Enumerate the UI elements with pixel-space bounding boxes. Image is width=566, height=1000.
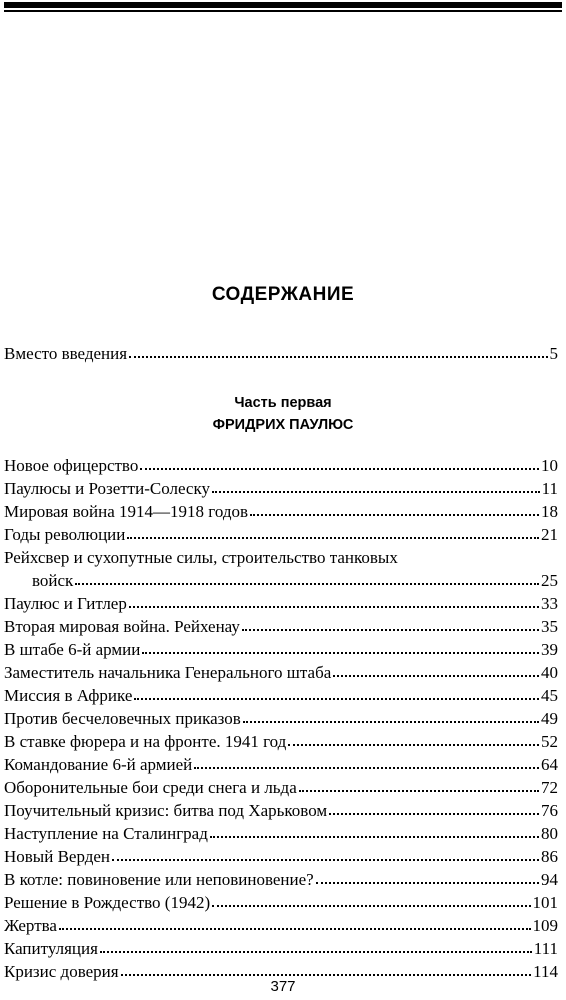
- top-rule-thick: [4, 2, 562, 8]
- toc-entry-title: Мировая война 1914—1918 годов: [4, 502, 249, 521]
- toc-entry-page: 86: [541, 847, 558, 866]
- part-heading: [0, 392, 566, 436]
- toc-entry-title: Капитуляция: [4, 939, 98, 958]
- toc-entry: [4, 893, 558, 913]
- toc-entry-title: Командование 6-й армией: [4, 755, 193, 774]
- toc-entry-page: 72: [541, 778, 558, 797]
- toc-entry: [4, 778, 558, 798]
- toc-entry-title: Вторая мировая война. Рейхенау: [4, 617, 240, 636]
- toc-entry-title: Решение в Рождество (1942): [4, 893, 211, 912]
- toc-entry: [4, 801, 558, 821]
- toc-entry-title: В штабе 6-й армии: [4, 640, 141, 659]
- toc-entry-title: Против бесчеловечных приказов: [4, 709, 241, 728]
- toc-entry: [4, 502, 558, 522]
- toc-entry-intro: [4, 344, 558, 364]
- dot-leader: [212, 894, 530, 908]
- dot-leader: [129, 595, 539, 609]
- dot-leader: [250, 503, 539, 517]
- dot-leader: [142, 641, 539, 655]
- toc-entry-page: 111: [533, 939, 558, 958]
- contents-heading: СОДЕРЖАНИЕ: [211, 284, 355, 305]
- dot-leader: [329, 802, 539, 816]
- toc-entry-title: Кризис доверия: [4, 962, 119, 981]
- toc-entry: [4, 663, 558, 683]
- dot-leader: [288, 733, 539, 747]
- dot-leader: [299, 779, 539, 793]
- toc-entry-page: 40: [541, 663, 558, 682]
- toc-entry-page: 45: [541, 686, 558, 705]
- toc-entry: [4, 594, 558, 614]
- toc-entry-title: Оборонительные бои среди снега и льда: [4, 778, 297, 797]
- toc-entry-page: 52: [541, 732, 558, 751]
- toc-entry-page: 21: [541, 525, 558, 544]
- toc-entry-title: Миссия в Африке: [4, 686, 133, 705]
- dot-leader: [333, 664, 539, 678]
- part-title: ФРИДРИХ ПАУЛЮС: [212, 417, 354, 433]
- toc-entry-page: 114: [533, 962, 558, 981]
- dot-leader: [121, 963, 532, 977]
- toc-entry-title: Паулюсы и Розетти-Солеску: [4, 479, 211, 498]
- dot-leader: [316, 871, 539, 885]
- toc-entry: [4, 686, 558, 706]
- toc-entry-title: Наступление на Сталинград: [4, 824, 208, 843]
- dot-leader: [194, 756, 539, 770]
- toc-entry: [4, 755, 558, 775]
- dot-leader: [100, 940, 532, 954]
- part-label: Часть первая: [234, 395, 332, 411]
- toc-entry: [4, 617, 558, 637]
- toc-entry-title: войск: [32, 571, 74, 590]
- dot-leader: [243, 710, 539, 724]
- toc-entry-title: Новый Верден: [4, 847, 111, 866]
- page-number: 377: [270, 978, 296, 995]
- dot-leader: [127, 526, 539, 540]
- toc-entry-page: 76: [541, 801, 558, 820]
- dot-leader: [242, 618, 539, 632]
- toc-entry-title: Жертва: [4, 916, 57, 935]
- toc-entry-title: В ставке фюрера и на фронте. 1941 год: [4, 732, 287, 751]
- toc-entry-title: Паулюс и Гитлер: [4, 594, 127, 613]
- toc-entry-page: 5: [549, 344, 558, 363]
- dot-leader: [134, 687, 539, 701]
- toc-entry: [4, 640, 558, 660]
- toc-entry: [4, 939, 558, 959]
- toc-entry: [4, 479, 558, 499]
- toc-entry-title: Поучительный кризис: битва под Харьковом: [4, 801, 328, 820]
- toc-entry-title: Новое офицерство: [4, 456, 139, 475]
- toc-entry: [4, 847, 558, 867]
- toc-entry-page: 35: [541, 617, 558, 636]
- toc-entry: [4, 916, 558, 936]
- dot-leader: [212, 480, 540, 494]
- toc-entry-page: 101: [532, 893, 558, 912]
- toc-entry: [4, 709, 558, 729]
- toc-entry-page: 109: [532, 916, 558, 935]
- toc-entry-page: 39: [541, 640, 558, 659]
- toc-entry: [4, 525, 558, 545]
- toc-entry-continuation: [32, 571, 558, 591]
- toc-entry: [4, 870, 558, 890]
- toc-entry-title: Заместитель начальника Генерального штаба: [4, 663, 332, 682]
- dot-leader: [129, 345, 547, 359]
- dot-leader: [210, 825, 539, 839]
- toc-entry: [4, 732, 558, 752]
- toc-entry-page: 64: [541, 755, 558, 774]
- toc-entry-page: 80: [541, 824, 558, 843]
- toc-entry-page: 18: [541, 502, 558, 521]
- toc-entry-page: 94: [541, 870, 558, 889]
- toc-entry-page: 49: [541, 709, 558, 728]
- top-rule-thin: [4, 10, 562, 12]
- dot-leader: [75, 572, 539, 586]
- toc-entry-title: В котле: повиновение или неповиновение?: [4, 870, 314, 889]
- toc-entry-title: Вместо введения: [4, 344, 128, 363]
- toc-entry: [4, 824, 558, 844]
- toc-entry: [4, 456, 558, 476]
- toc-entry-page: 25: [541, 571, 558, 590]
- toc-entry-page: 10: [541, 456, 558, 475]
- dot-leader: [59, 917, 531, 931]
- toc-entry: [4, 548, 558, 568]
- toc-entry-page: 11: [541, 479, 558, 498]
- dot-leader: [112, 848, 539, 862]
- toc-entry-title: Рейхсвер и сухопутные силы, строительство танковых: [4, 548, 398, 567]
- toc-entry-page: 33: [541, 594, 558, 613]
- toc-entry-title: Годы революции: [4, 525, 126, 544]
- dot-leader: [140, 457, 539, 471]
